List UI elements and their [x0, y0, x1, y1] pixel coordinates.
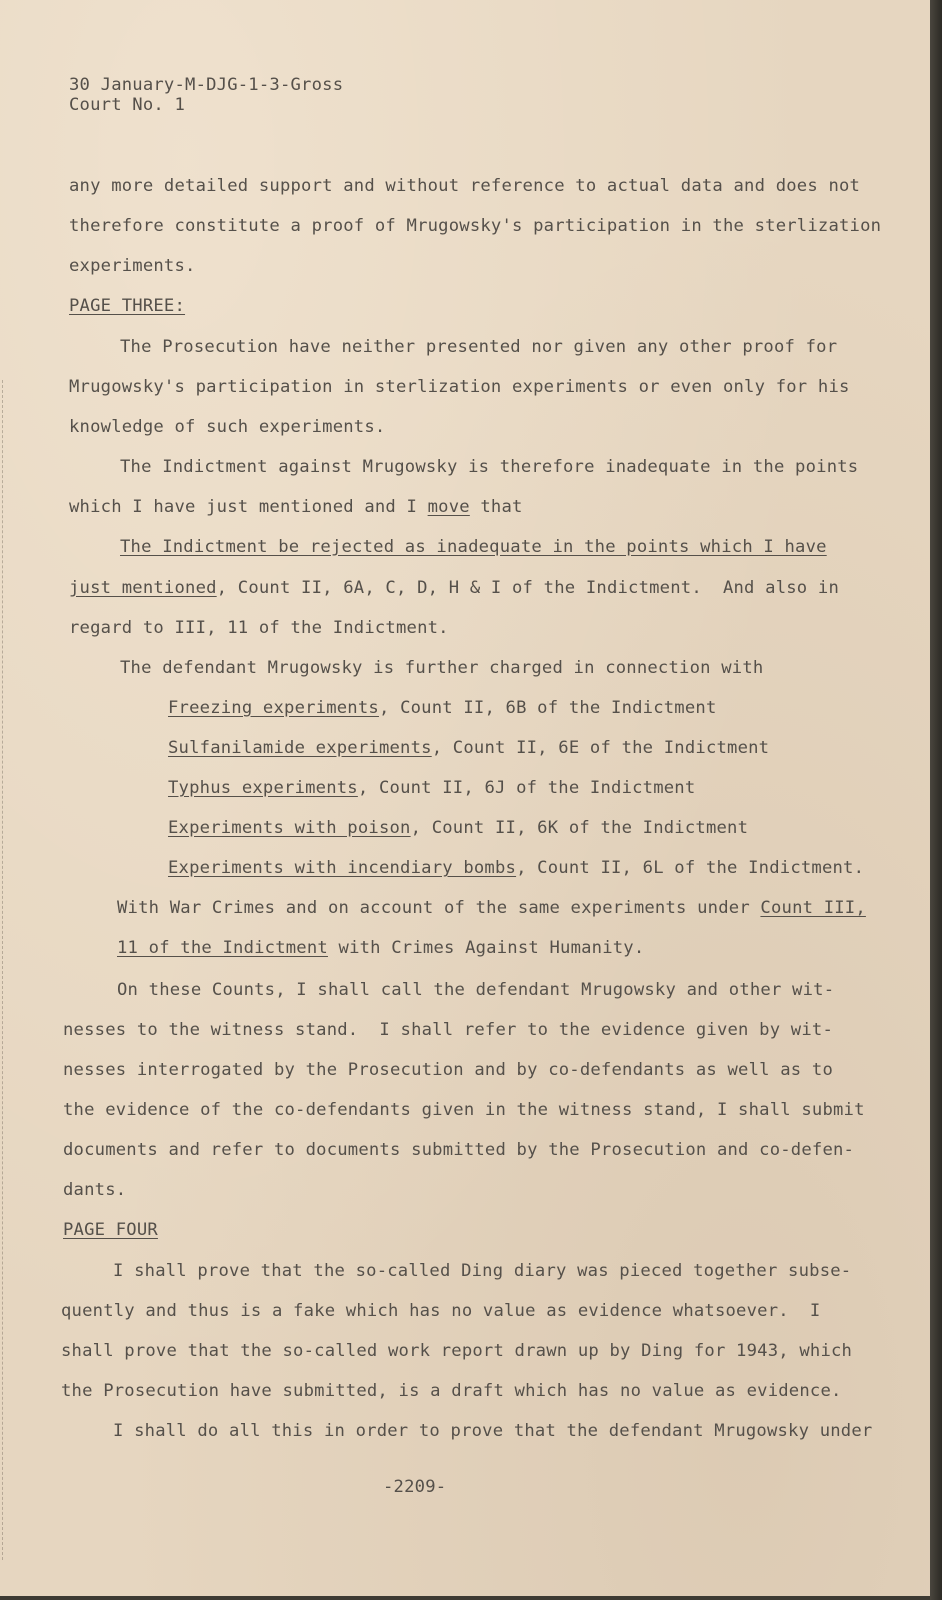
body-line: any more detailed support and without reference to actual data and does not	[69, 176, 861, 196]
body-line: The Prosecution have neither presented nor given any other proof for	[120, 337, 838, 357]
body-line: I shall prove that the so-called Ding diary was pieced together subse-	[113, 1261, 852, 1281]
body-line: knowledge of such experiments.	[69, 417, 386, 437]
body-line	[69, 578, 839, 598]
body-line: The defendant Mrugowsky is further charged in connection with	[120, 658, 764, 678]
body-line: the evidence of the co-defendants given in the witness stand, I shall submit	[63, 1100, 865, 1120]
body-text: that	[469, 497, 523, 517]
experiment-item	[168, 858, 864, 878]
body-text: With War Crimes and on account of the same experiments under	[117, 898, 761, 918]
experiment-item	[168, 698, 717, 718]
body-line: nesses to the witness stand. I shall refer to the evidence given by wit-	[63, 1020, 833, 1040]
body-text: with Crimes Against Humanity.	[327, 938, 645, 958]
body-line: shall prove that the so-called work report drawn up by Ding for 1943, which	[61, 1341, 853, 1361]
body-line: the Prosecution have submitted, is a draft which has no value as evidence.	[61, 1381, 842, 1401]
body-line: experiments.	[69, 256, 196, 276]
body-line	[117, 938, 644, 958]
page-number: -2209-	[383, 1477, 447, 1497]
body-line: dants.	[63, 1180, 127, 1200]
body-line: regard to III, 11 of the Indictment.	[69, 618, 449, 638]
body-line: The Indictment against Mrugowsky is therefore inadequate in the points	[120, 457, 859, 477]
header-line-1: 30 January-M-DJG-1-3-Gross	[69, 75, 344, 95]
motion-line: The Indictment be rejected as inadequate in the points which I have	[120, 537, 827, 557]
section-heading-page-four: PAGE FOUR	[63, 1220, 158, 1240]
body-line	[117, 898, 866, 918]
margin-marks	[2, 380, 11, 1560]
count-reference: Count III,	[760, 898, 866, 918]
experiment-item	[168, 778, 695, 798]
body-line: quently and thus is a fake which has no value as evidence whatsoever. I	[61, 1301, 821, 1321]
experiment-count: , Count II, 6B of the Indictment	[378, 698, 717, 718]
experiment-count: , Count II, 6J of the Indictment	[357, 778, 696, 798]
body-text: , Count II, 6A, C, D, H & I of the Indictment. And also in	[216, 578, 839, 598]
motion-text: just mentioned	[69, 578, 217, 598]
section-heading-page-three: PAGE THREE:	[69, 296, 186, 316]
experiment-name: Typhus experiments	[168, 778, 358, 798]
body-line: Mrugowsky's participation in sterlization experiments or even only for his	[69, 377, 850, 397]
experiment-count: , Count II, 6K of the Indictment	[410, 818, 749, 838]
body-line: therefore constitute a proof of Mrugowsky's participation in the sterlization	[69, 216, 882, 236]
body-line: nesses interrogated by the Prosecution and by co-defendants as well as to	[63, 1060, 833, 1080]
count-reference: 11 of the Indictment	[117, 938, 328, 958]
experiment-count: , Count II, 6E of the Indictment	[431, 738, 770, 758]
experiment-name: Freezing experiments	[168, 698, 379, 718]
page-edge-shadow	[930, 0, 942, 1600]
body-line: documents and refer to documents submitted by the Prosecution and co-defen-	[63, 1140, 855, 1160]
body-line	[69, 497, 523, 517]
body-text: which I have just mentioned and I	[69, 497, 428, 517]
body-line: I shall do all this in order to prove that the defendant Mrugowsky under	[113, 1421, 873, 1441]
experiment-name: Experiments with poison	[168, 818, 411, 838]
experiment-name: Sulfanilamide experiments	[168, 738, 432, 758]
move-word: move	[427, 497, 470, 517]
experiment-name: Experiments with incendiary bombs	[168, 858, 517, 878]
experiment-item	[168, 818, 748, 838]
header-line-2: Court No. 1	[69, 95, 186, 115]
experiment-item	[168, 738, 769, 758]
body-line: On these Counts, I shall call the defendant Mrugowsky and other wit-	[117, 980, 835, 1000]
experiment-count: , Count II, 6L of the Indictment.	[516, 858, 865, 878]
